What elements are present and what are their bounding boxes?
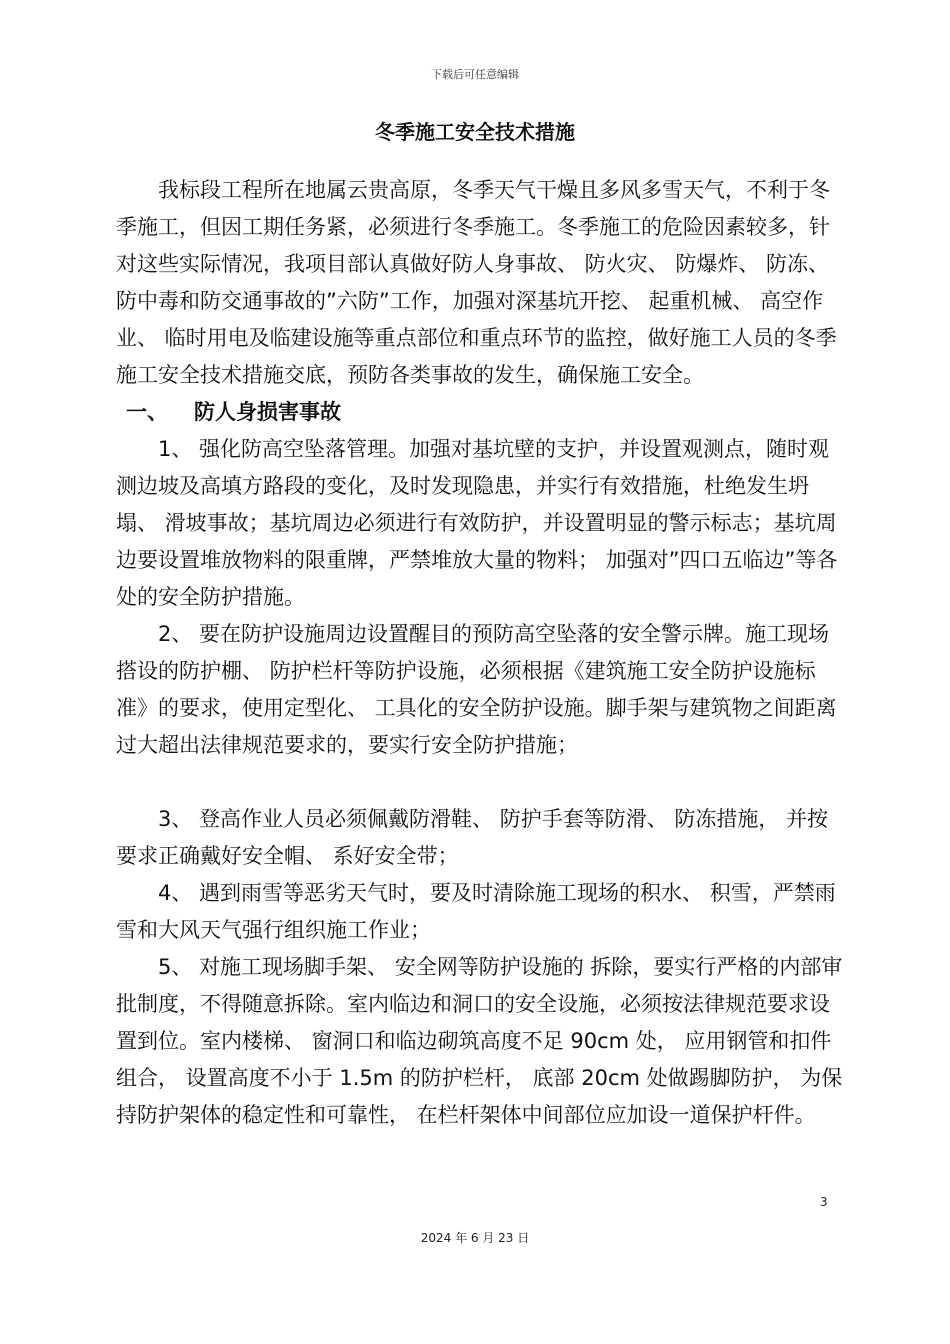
list-item-2: 2、 要在防护设施周边设置醒目的预防高空坠落的安全警示牌。施工现场搭设的防护棚、 防护栏杆等防护设施，必须根据《建筑施工安全防护设施标准》的要求，使用定型化、 工具化的安全防护设施。脚手架与建筑物之间距离过大超出法律规范要求的，要实行安全防护措施； — [116, 622, 837, 757]
list-item-5: 5、 对施工现场脚手架、 安全网等防护设施的 拆除，要实行严格的内部审批制度，不得随意拆除。室内临边和洞口的安全设施，必须按法律规范要求设置到位。室内楼梯、 窗洞口和临边砌筑高度不足 90cm 处， 应用钢管和扣件组合， 设置高度不小于 1.5m 的防护栏杆， 底部 20cm 处做踢脚防护， 为保持防护架体的稳定性和可靠性， 在栏杆架体中间部位应加设一道保护杆件。 — [116, 955, 843, 1127]
section-number: 一、 — [126, 400, 168, 424]
section-heading — [116, 394, 846, 431]
list-item-1: 1、 强化防高空坠落管理。加强对基坑壁的支护，并设置观测点，随时观测边坡及高填方路段的变化，及时发现隐患，并实行有效措施，杜绝发生坍塌、 滑坡事故；基坑周边必须进行有效防护，并设置明显的警示标志；基坑周边要设置堆放物料的限重牌，严禁堆放大量的物料； 加强对”四口五临边”等各处的安全防护措施。 — [116, 437, 838, 609]
footer-date: 2024 年 6 月 23 日 — [420, 1231, 530, 1245]
document-title: 冬季施工安全技术措施 — [375, 120, 575, 144]
section-title: 防人身损害事故 — [194, 400, 341, 424]
page-number: 3 — [820, 1195, 828, 1209]
list-item-4: 4、 遇到雨雪等恶劣天气时，要及时清除施工现场的积水、 积雪，严禁雨雪和大风天气强行组织施工作业； — [116, 881, 836, 942]
list-item-3: 3、 登高作业人员必须佩戴防滑鞋、 防护手套等防滑、 防冻措施， 并按要求正确戴好安全帽、 系好安全带； — [116, 807, 829, 868]
paragraph-gap — [116, 764, 846, 801]
document-body — [116, 172, 846, 1134]
header-note: 下载后可任意编辑 — [431, 68, 519, 81]
intro-paragraph: 我标段工程所在地属云贵高原，冬季天气干燥且多风多雪天气，不利于冬季施工，但因工期任务紧，必须进行冬季施工。冬季施工的危险因素较多，针对这些实际情况，我项目部认真做好防人身事故、 防火灾、 防爆炸、 防冻、 防中毒和防交通事故的”六防”工作，加强对深基坑开挖、 起重机械、 高空作业、 临时用电及临建设施等重点部位和重点环节的监控，做好施工人员的冬季施工安全技术措施交底，预防各类事故的发生，确保施工安全。 — [116, 178, 837, 387]
